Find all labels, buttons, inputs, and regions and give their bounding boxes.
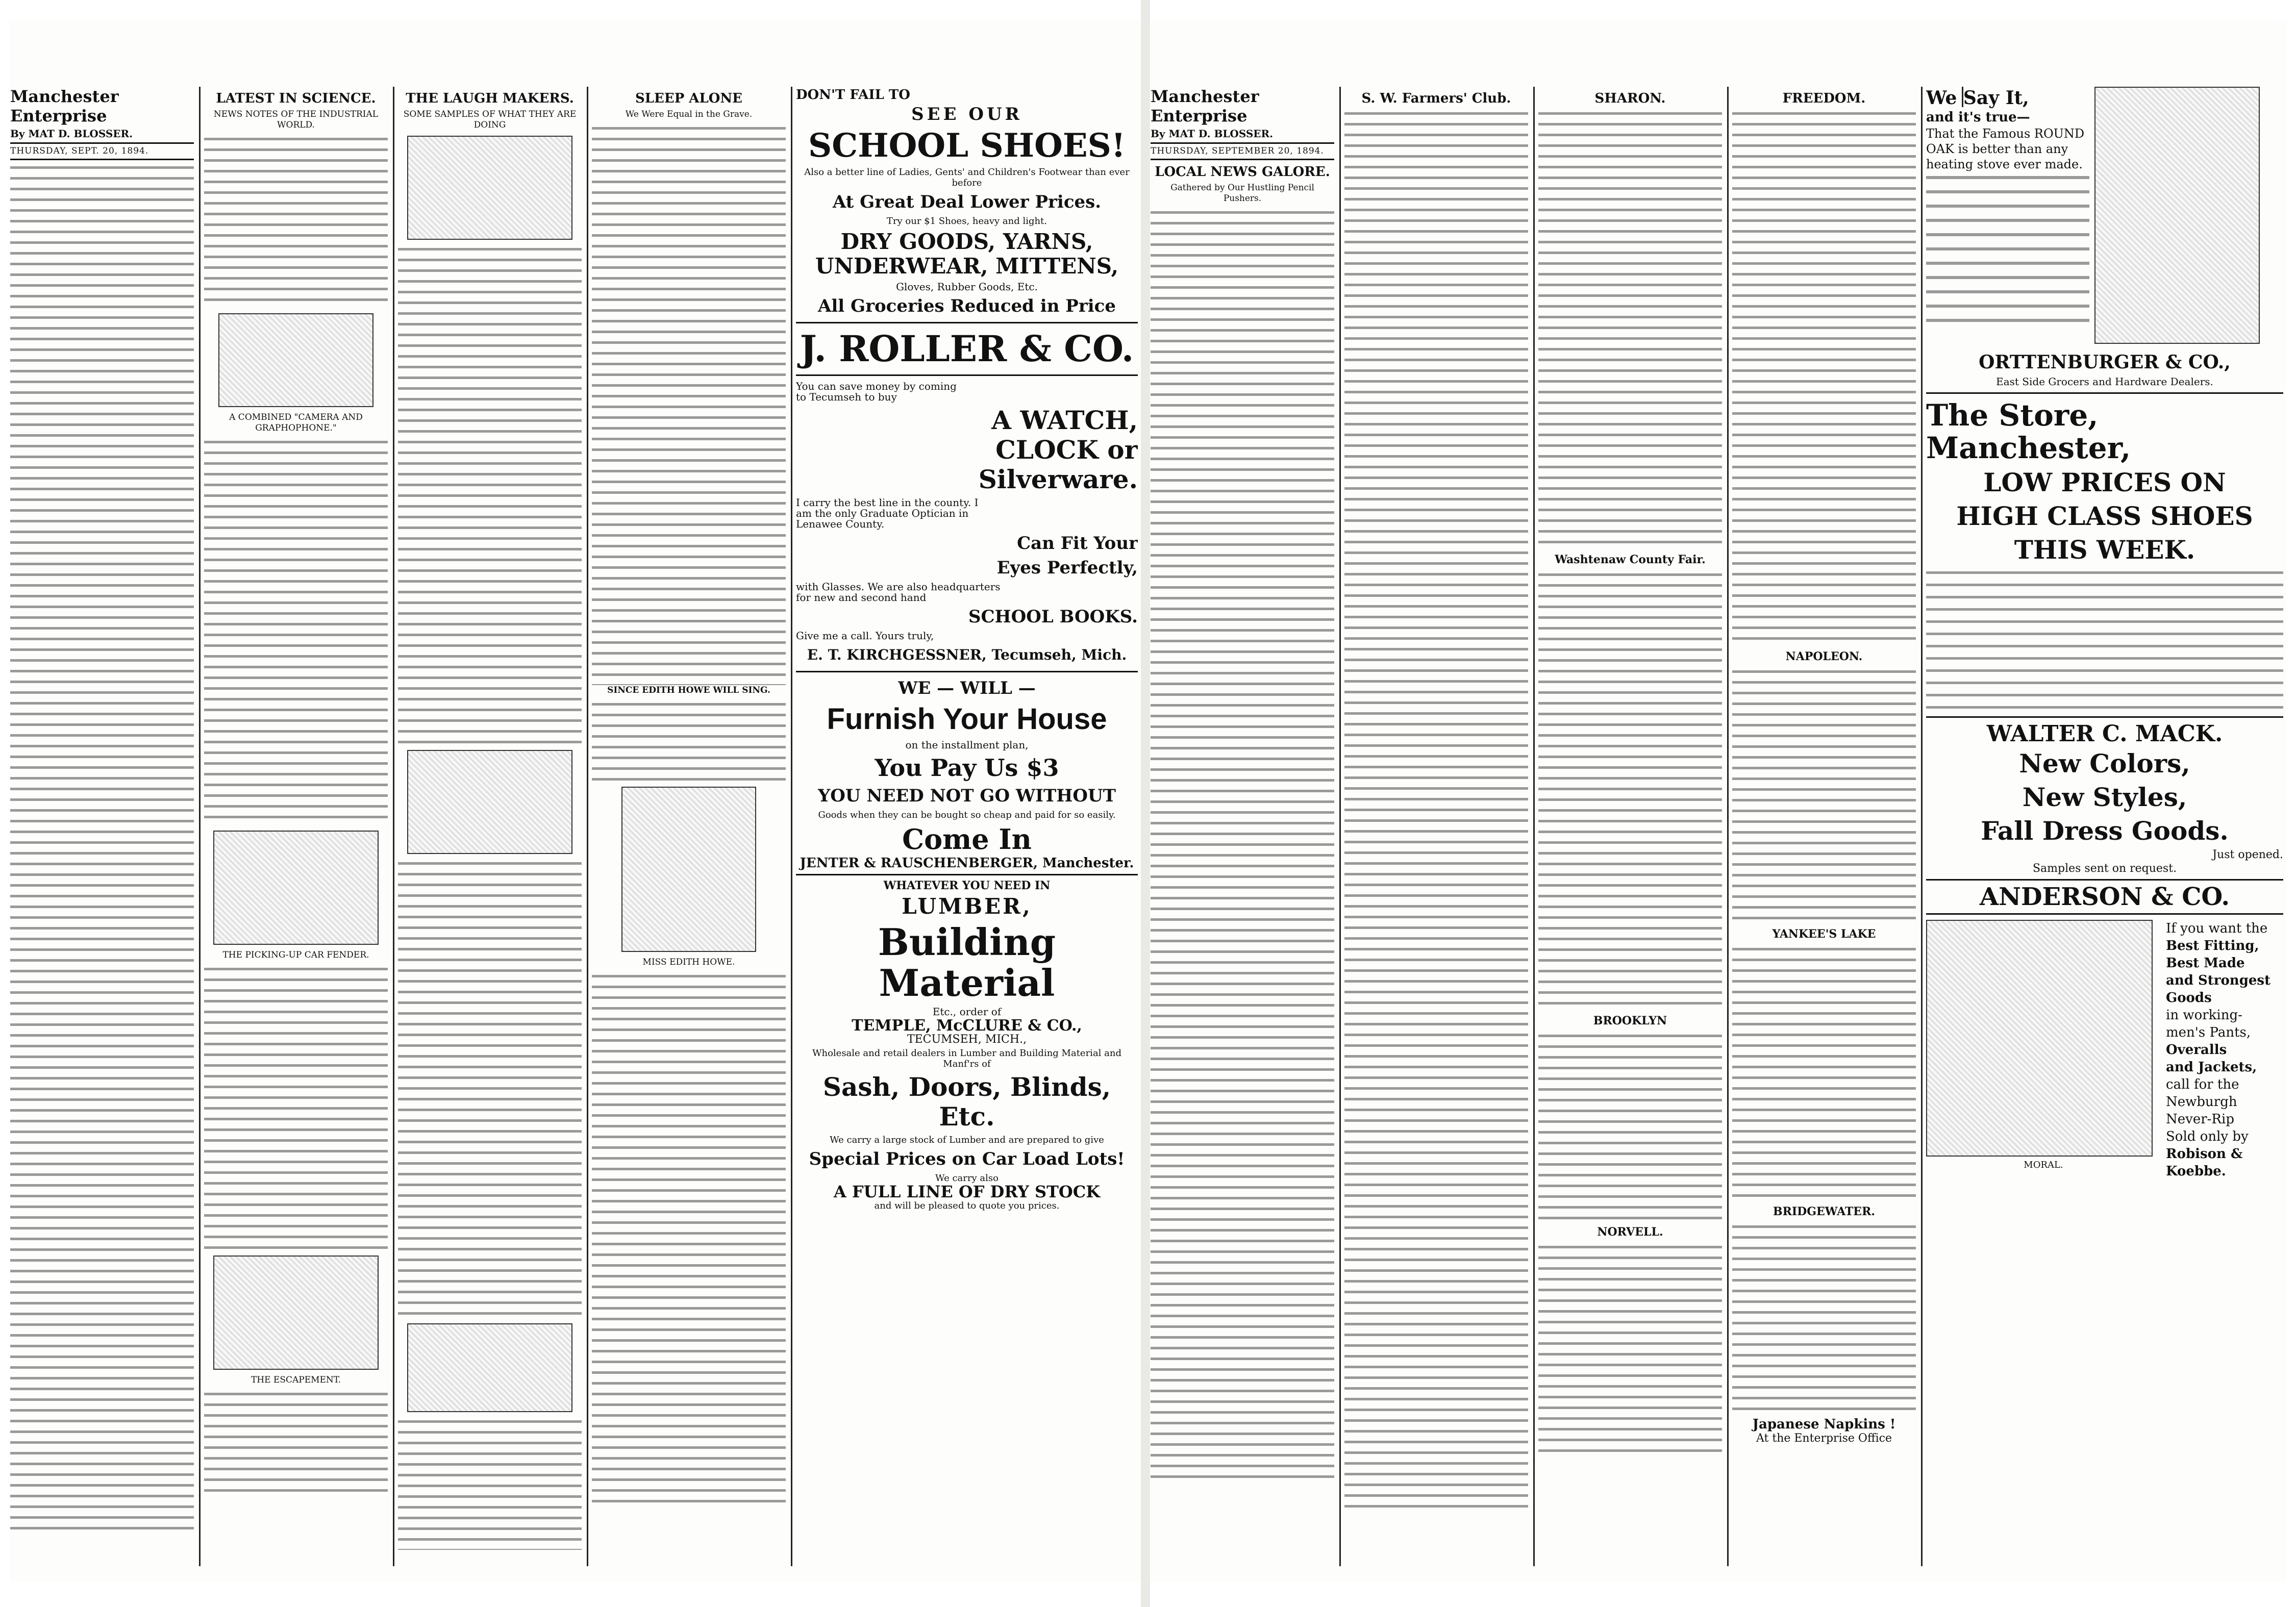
ad-headline: Eyes Perfectly, — [996, 558, 1138, 578]
figure-caption: THE PICKING-UP CAR FENDER. — [222, 950, 369, 960]
ad-headline: Silverware. — [978, 464, 1138, 494]
ad-headline: J. ROLLER & CO. — [800, 328, 1134, 370]
camera-illustration — [218, 313, 373, 407]
ad-headline: Can Fit Your — [1017, 533, 1138, 554]
section-heading: BRIDGEWATER. — [1773, 1205, 1876, 1218]
woodcut-illustration — [1926, 920, 2153, 1157]
column-rule — [199, 87, 201, 1566]
ad-text: Overalls — [2166, 1042, 2227, 1058]
ad-headline: ORTTENBURGER & CO., — [1979, 351, 2231, 373]
ad-headline: YOU NEED NOT GO WITHOUT — [817, 786, 1116, 806]
ad-separator — [796, 322, 1138, 323]
column-subheading: Gathered by Our Hustling Pencil Pushers. — [1170, 183, 1314, 204]
ad-text: Best Made — [2166, 956, 2245, 971]
ad-headline: DRY GOODS, YARNS, UNDERWEAR, MITTENS, — [815, 229, 1119, 279]
column-rule — [791, 87, 792, 1566]
ad-text: Sold only by — [2166, 1129, 2249, 1144]
column-rule — [1339, 87, 1341, 1566]
dateline: THURSDAY, SEPT. 20, 1894. — [10, 142, 194, 160]
ad-headline: Come In — [902, 823, 1032, 856]
ad-text: MORAL. — [2024, 1160, 2063, 1170]
section-heading: Washtenaw County Fair. — [1555, 553, 1706, 566]
news-column-4 — [1732, 87, 1916, 1566]
ad-text: and Jackets, — [2166, 1060, 2257, 1075]
cartoon-illustration — [407, 136, 572, 240]
ad-text: Robison & Koebbe. — [2166, 1146, 2243, 1179]
ad-headline: New Colors, — [2019, 748, 2190, 779]
masthead: Manchester Enterprise — [1151, 87, 1259, 125]
ad-text: Give me a call. Yours truly, — [796, 630, 934, 642]
dateline: THURSDAY, SEPTEMBER 20, 1894. — [1151, 142, 1334, 160]
ad-text: call for the Newburgh Never-Rip — [2166, 1077, 2239, 1127]
portrait-illustration — [621, 787, 756, 952]
ad-text: WHATEVER YOU NEED IN — [883, 879, 1051, 892]
ad-text: Best Fitting, — [2166, 938, 2259, 953]
column-rule — [587, 87, 588, 1566]
column-subheading: SOME SAMPLES OF WHAT THEY ARE DOING — [403, 109, 577, 130]
ad-text: I carry the best line in the county. I am the only Graduate Optician in Lenawee County. — [796, 496, 979, 530]
ad-text: DON'T FAIL TO — [796, 87, 910, 103]
overalls-ad-text — [2166, 920, 2278, 1180]
stove-illustration — [2094, 87, 2260, 344]
ad-separator — [796, 671, 1138, 672]
ad-separator — [1926, 716, 2283, 718]
ad-headline: SCHOOL BOOKS. — [968, 607, 1138, 627]
ad-text: You can save money by coming to Tecumseh to buy — [796, 380, 957, 403]
ad-text: Goods — [2166, 990, 2212, 1006]
ad-headline: A WATCH, — [991, 405, 1138, 435]
news-column-3 — [398, 87, 582, 1566]
news-column-1 — [10, 87, 194, 1566]
column-heading: THE LAUGH MAKERS. — [406, 91, 574, 106]
text-block — [10, 163, 194, 1530]
ad-text: Try our $1 Shoes, heavy and light. — [886, 216, 1047, 227]
advertisement-column — [1926, 87, 2283, 1566]
ad-headline: Special Prices on Car Load Lots! — [809, 1149, 1125, 1169]
ad-text: and it's true— — [1926, 110, 2030, 125]
cartoon-illustration — [407, 750, 572, 854]
ad-text: Gloves, Rubber Goods, Etc. — [896, 281, 1038, 293]
ad-text: Etc., order of — [932, 1006, 1002, 1018]
left-newspaper-page — [10, 20, 1140, 1581]
ad-separator — [796, 374, 1138, 376]
ad-headline: HIGH CLASS SHOES — [1956, 501, 2253, 531]
ad-text: TEMPLE, McCLURE & CO., — [852, 1017, 1082, 1035]
byline: By MAT D. BLOSSER. — [1151, 128, 1274, 140]
roundoak-ad-text — [1926, 87, 2089, 344]
ad-headline: All Groceries Reduced in Price — [818, 296, 1116, 316]
ad-text: SEE OUR — [911, 104, 1022, 124]
section-heading: BROOKLYN — [1593, 1014, 1667, 1027]
escapement-illustration — [213, 1256, 379, 1370]
ad-separator — [1926, 879, 2283, 881]
column-rule — [393, 87, 394, 1566]
ad-text: Wholesale and retail dealers in Lumber and Building Material and Manf'rs of — [812, 1048, 1121, 1069]
ad-headline: CLOCK or — [995, 435, 1138, 465]
advertisement-column — [796, 87, 1138, 1566]
ad-text: on the installment plan, — [905, 739, 1029, 751]
figure-caption: A COMBINED "CAMERA AND GRAPHOPHONE." — [229, 412, 363, 433]
ad-text: At the Enterprise Office — [1756, 1432, 1892, 1445]
news-column-1 — [1151, 87, 1334, 1566]
news-column-3 — [1538, 87, 1722, 1566]
column-rule — [1727, 87, 1729, 1566]
ad-signature: JENTER & RAUSCHENBERGER, Manchester. — [800, 856, 1134, 871]
ad-signature: E. T. KIRCHGESSNER, Tecumseh, Mich. — [807, 646, 1127, 663]
ad-separator — [1926, 392, 2283, 394]
ad-text: WE — WILL — — [898, 678, 1036, 698]
ad-text: Samples sent on request. — [2032, 862, 2177, 875]
ad-headline: Fall Dress Goods. — [1981, 816, 2229, 846]
ad-headline: Furnish Your House — [827, 702, 1107, 736]
ad-headline: THIS WEEK. — [2014, 535, 2195, 565]
column-subheading: We Were Equal in the Grave. — [625, 109, 753, 119]
car-fender-illustration — [213, 831, 379, 945]
ad-text: We carry a large stock of Lumber and are prepared to give — [830, 1135, 1104, 1145]
column-heading: LATEST IN SCIENCE. — [216, 91, 376, 106]
news-column-2 — [1344, 87, 1528, 1566]
column-heading: LOCAL NEWS GALORE. — [1155, 164, 1330, 180]
news-column-2 — [204, 87, 388, 1566]
page-gutter — [1141, 0, 1150, 1607]
ad-headline: Sash, Doors, Blinds, Etc. — [822, 1072, 1111, 1132]
right-newspaper-page — [1151, 20, 2286, 1581]
ad-headline: You Pay Us $3 — [875, 754, 1059, 782]
news-column-4 — [592, 87, 786, 1566]
section-heading: SINCE EDITH HOWE WILL SING. — [607, 685, 770, 695]
ad-headline: LOW PRICES ON — [1983, 467, 2226, 497]
ad-text: TECUMSEH, MICH., — [907, 1033, 1027, 1046]
ad-headline: WALTER C. MACK. — [1986, 721, 2223, 747]
ad-text: and will be pleased to quote you prices. — [874, 1200, 1060, 1211]
ad-headline: At Great Deal Lower Prices. — [832, 192, 1102, 212]
ad-text: Just opened. — [2212, 848, 2283, 861]
column-rule — [1921, 87, 1923, 1566]
ad-text: Also a better line of Ladies, Gents' and Children's Footwear than ever before — [804, 167, 1130, 188]
section-heading: NORVELL. — [1597, 1225, 1663, 1239]
ad-headline: LUMBER, — [902, 894, 1032, 919]
ad-headline: The Store, Manchester, — [1926, 398, 2131, 465]
ad-text: That the Famous ROUND OAK is better than any heating stove ever made. — [1926, 127, 2085, 171]
column-rule — [1533, 87, 1535, 1566]
column-heading: FREEDOM. — [1782, 91, 1866, 106]
masthead: Manchester Enterprise — [10, 87, 119, 125]
ad-headline: New Styles, — [2022, 782, 2187, 812]
ad-text: If you want the — [2166, 921, 2268, 936]
section-heading: YANKEE'S LAKE — [1772, 927, 1876, 941]
figure-caption: MISS EDITH HOWE. — [642, 957, 735, 967]
ad-text: in working-men's Pants, — [2166, 1008, 2251, 1040]
ad-separator — [1926, 913, 2283, 915]
ad-headline: We Say It, — [1926, 87, 2029, 109]
ad-headline: ANDERSON & CO. — [1979, 883, 2230, 911]
ad-headline: A FULL LINE OF DRY STOCK — [833, 1182, 1101, 1201]
cartoon-illustration — [407, 1323, 572, 1412]
ad-headline: Japanese Napkins ! — [1752, 1417, 1896, 1432]
figure-caption: THE ESCAPEMENT. — [251, 1375, 341, 1385]
column-subheading: NEWS NOTES OF THE INDUSTRIAL WORLD. — [213, 109, 379, 130]
column-heading: SLEEP ALONE — [635, 91, 742, 106]
byline: By MAT D. BLOSSER. — [10, 128, 133, 140]
ad-headline: Building Material — [878, 920, 1056, 1005]
column-heading: S. W. Farmers' Club. — [1361, 91, 1511, 106]
ad-text: with Glasses. We are also headquarters for new and second hand — [796, 581, 1001, 604]
section-heading: NAPOLEON. — [1785, 650, 1863, 663]
ad-text: Goods when they can be bought so cheap and paid for so easily. — [818, 810, 1116, 820]
column-heading: SHARON. — [1594, 91, 1666, 106]
ad-separator — [796, 874, 1138, 875]
ad-text: We carry also — [935, 1173, 999, 1184]
ad-headline: SCHOOL SHOES! — [808, 127, 1126, 165]
ad-text: East Side Grocers and Hardware Dealers. — [1996, 375, 2213, 388]
overalls-illustration-block — [1926, 920, 2161, 1180]
ad-text: and Strongest — [2166, 973, 2271, 988]
